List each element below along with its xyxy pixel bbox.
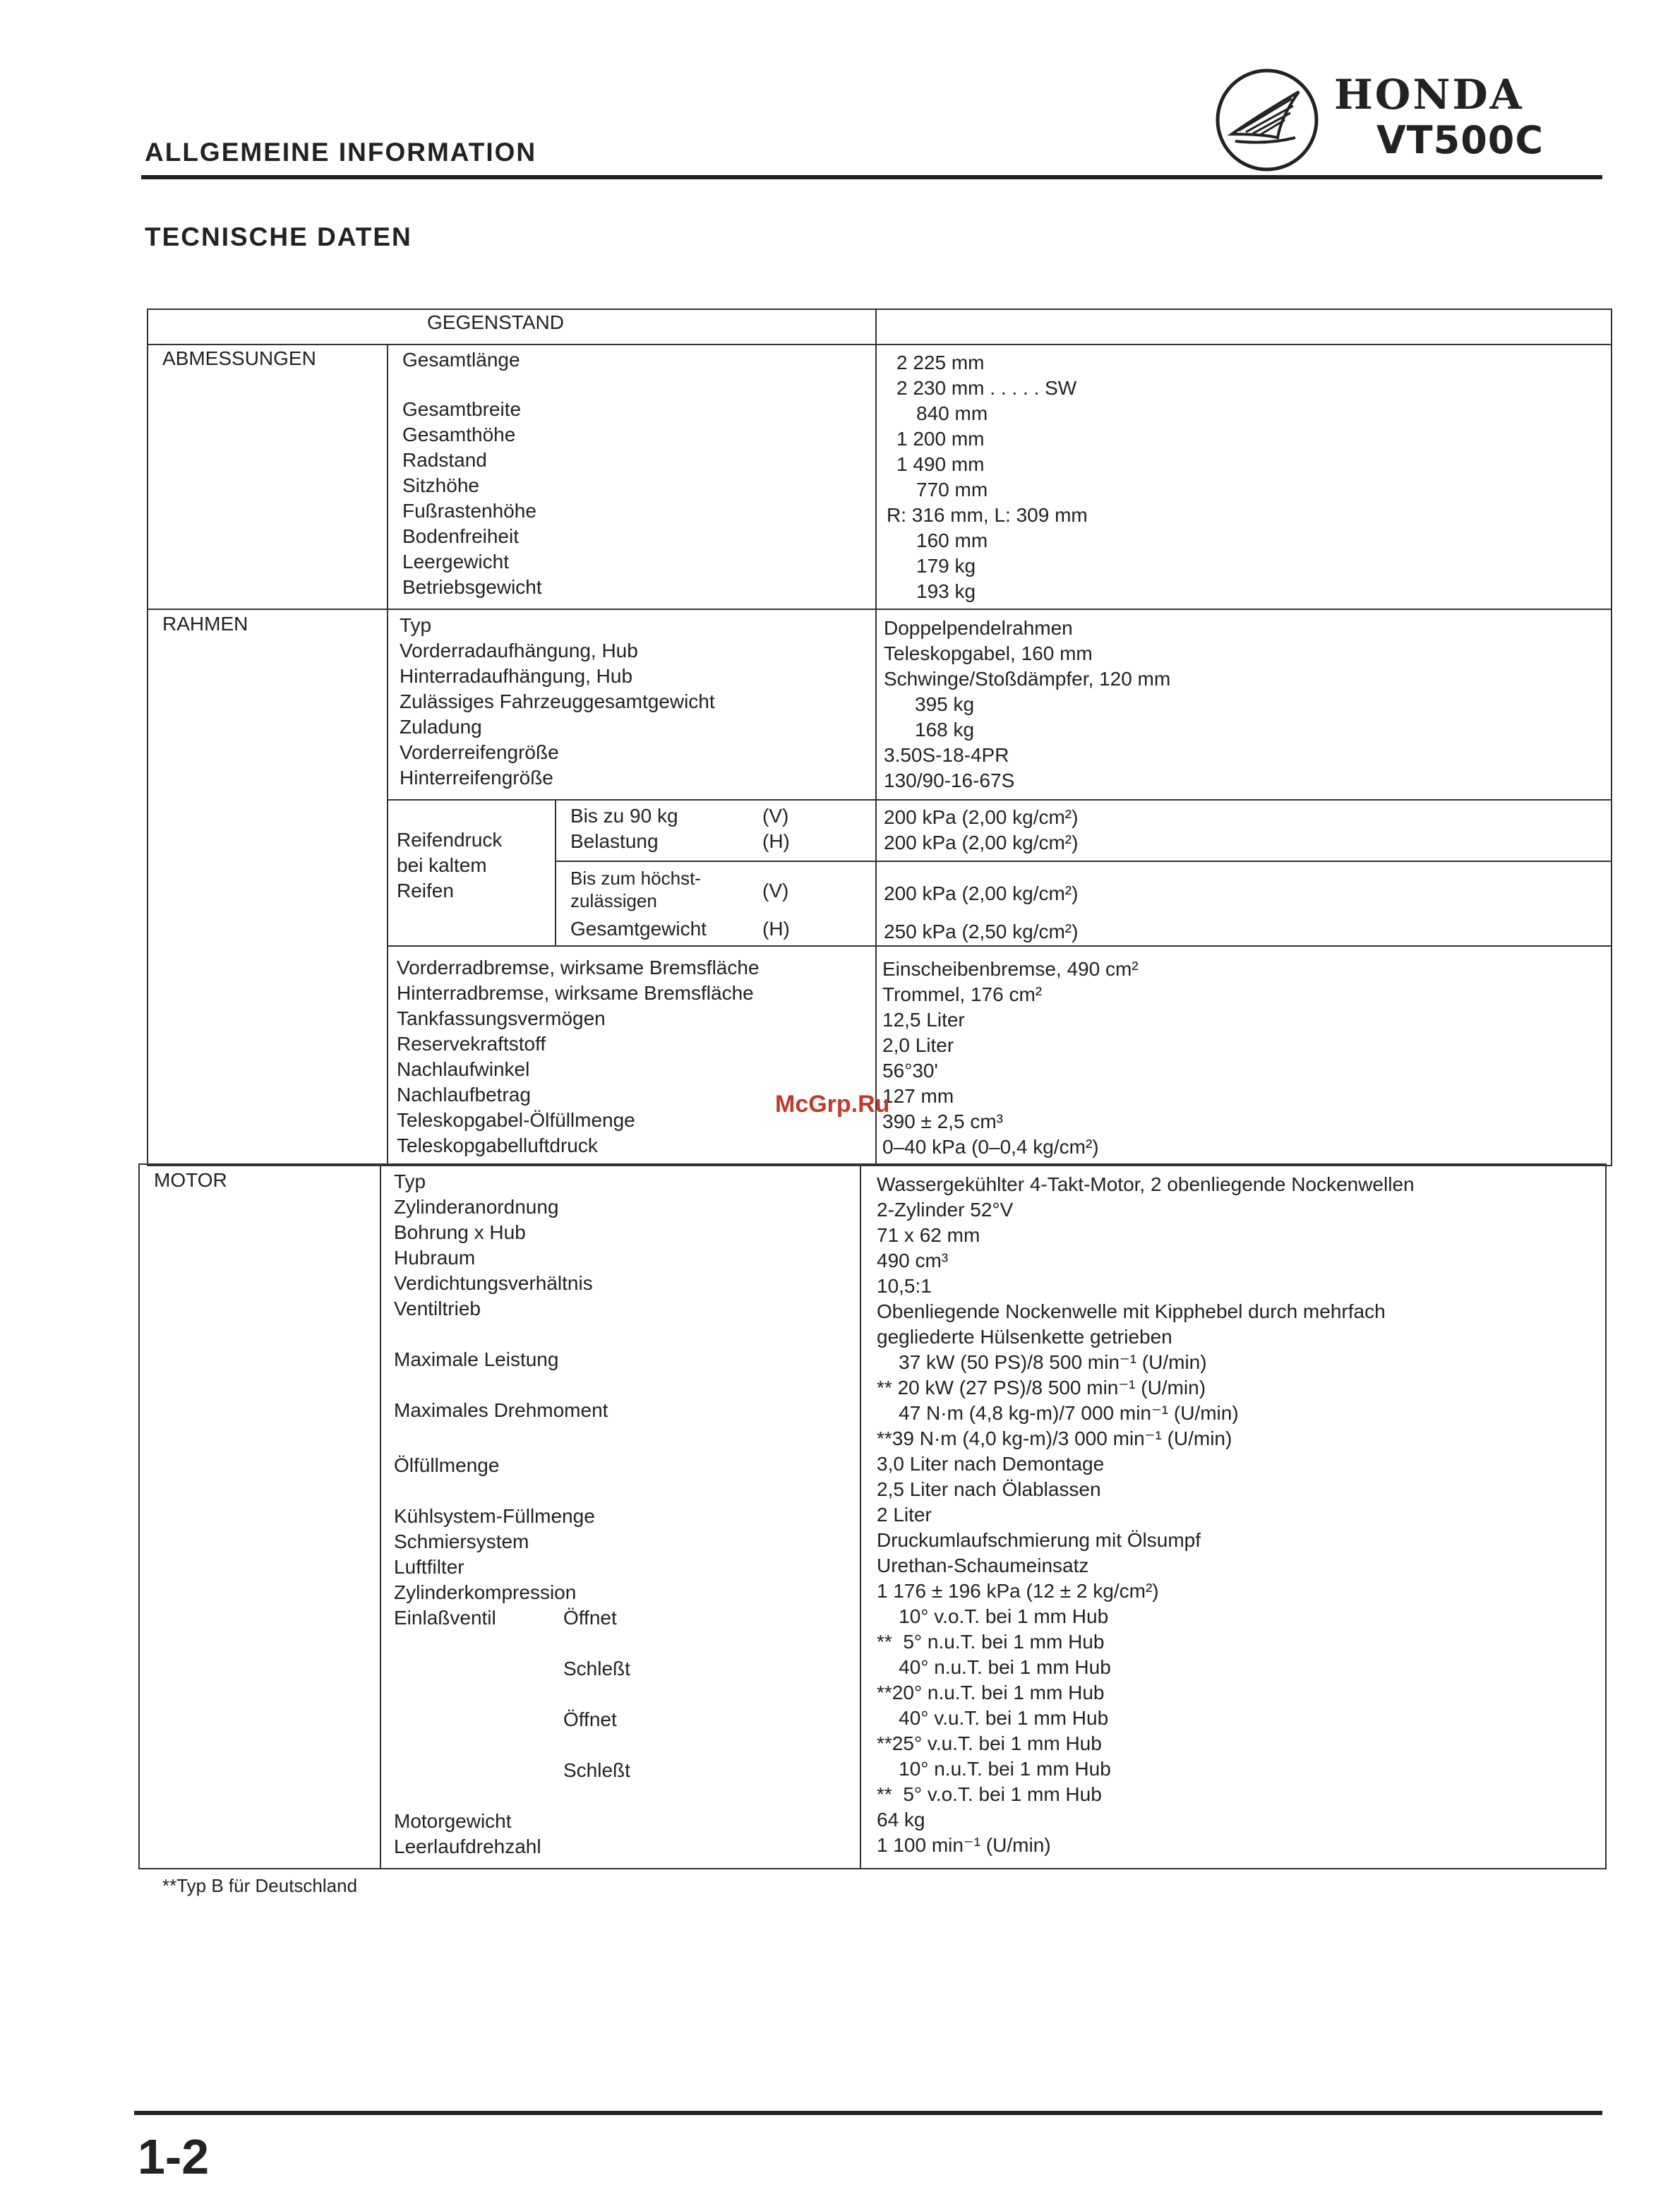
tire-h-1: (H) bbox=[762, 830, 790, 852]
tire-value-1: 200 kPa (2,00 kg/cm²) bbox=[884, 806, 1079, 828]
value: 168 kg bbox=[915, 719, 975, 741]
list-item: Gesamtbreite bbox=[402, 398, 522, 420]
category-rahmen: RAHMEN bbox=[162, 613, 248, 635]
list-item: Leergewicht bbox=[402, 551, 509, 573]
watermark: McGrp.Ru bbox=[775, 1091, 890, 1118]
value: 2 225 mm bbox=[896, 352, 985, 373]
list-item: Vorderreifengröße bbox=[400, 741, 559, 763]
value: **39 N·m (4,0 kg-m)/3 000 min⁻¹ (U/min) bbox=[877, 1427, 1232, 1449]
list-item: Typ bbox=[394, 1170, 426, 1192]
list-item: Hinterradbremse, wirksame Bremsfläche bbox=[397, 982, 754, 1004]
value: Einscheibenbremse, 490 cm² bbox=[882, 958, 1139, 980]
value: 10° n.u.T. bei 1 mm Hub bbox=[877, 1758, 1111, 1780]
value: 193 kg bbox=[916, 580, 976, 602]
value: 2 230 mm . . . . . SW bbox=[896, 377, 1077, 399]
value: 10° v.o.T. bei 1 mm Hub bbox=[877, 1605, 1109, 1627]
value: 12,5 Liter bbox=[882, 1009, 965, 1031]
tire-value-3: 200 kPa (2,00 kg/cm²) bbox=[884, 882, 1079, 904]
value: 2-Zylinder 52°V bbox=[877, 1199, 1014, 1221]
value: Trommel, 176 cm² bbox=[882, 983, 1043, 1005]
tire-v-2: (V) bbox=[762, 880, 789, 902]
list-item: Hinterreifengröße bbox=[400, 767, 553, 789]
value: 2,0 Liter bbox=[882, 1034, 954, 1056]
tire-row-b1: Bis zum höchst- bbox=[570, 868, 701, 889]
value: 1 176 ± 196 kPa (12 ± 2 kg/cm²) bbox=[877, 1580, 1159, 1602]
tire-row-a1: Bis zu 90 kg bbox=[570, 805, 678, 827]
list-item: Betriebsgewicht bbox=[402, 576, 542, 598]
value: 56°30' bbox=[882, 1060, 938, 1082]
list-item: Typ bbox=[400, 614, 432, 636]
value: 37 kW (50 PS)/8 500 min⁻¹ (U/min) bbox=[877, 1351, 1207, 1373]
list-item: Vorderradbremse, wirksame Bremsfläche bbox=[397, 957, 760, 978]
value: Doppelpendelrahmen bbox=[884, 617, 1073, 639]
list-item: Luftfilter bbox=[394, 1556, 464, 1578]
spec-table-top bbox=[147, 309, 1612, 1166]
value: 127 mm bbox=[882, 1085, 954, 1107]
tire-label-1: Reifendruck bbox=[397, 829, 503, 851]
tire-row-b2: zulässigen bbox=[570, 890, 657, 911]
value: 1 100 min⁻¹ (U/min) bbox=[877, 1834, 1051, 1856]
list-item: Bohrung x Hub bbox=[394, 1221, 526, 1243]
list-item: Maximale Leistung bbox=[394, 1348, 559, 1370]
value: ** 5° n.u.T. bei 1 mm Hub bbox=[877, 1631, 1105, 1653]
list-item: Ölfüllmenge bbox=[394, 1454, 500, 1476]
value: 3.50S-18-4PR bbox=[884, 744, 1009, 766]
list-item: Teleskopgabelluftdruck bbox=[397, 1134, 598, 1156]
value: 840 mm bbox=[916, 402, 988, 424]
value: 1 200 mm bbox=[896, 428, 985, 450]
table-header: GEGENSTAND bbox=[427, 311, 564, 333]
tire-v-1: (V) bbox=[762, 805, 789, 827]
list-item: Hubraum bbox=[394, 1247, 476, 1269]
value: ** 20 kW (27 PS)/8 500 min⁻¹ (U/min) bbox=[877, 1377, 1206, 1399]
value: **25° v.u.T. bei 1 mm Hub bbox=[877, 1732, 1102, 1754]
header-rule bbox=[141, 175, 1602, 179]
value: Wassergekühlter 4-Takt-Motor, 2 obenliegende Nockenwellen bbox=[877, 1173, 1415, 1195]
list-item: Gesamtlänge bbox=[402, 349, 520, 371]
list-item: Vorderradaufhängung, Hub bbox=[400, 640, 638, 661]
value: 160 mm bbox=[916, 529, 988, 551]
category-abmessungen: ABMESSUNGEN bbox=[162, 347, 316, 369]
list-item: Öffnet bbox=[563, 1607, 617, 1629]
category-motor: MOTOR bbox=[154, 1169, 227, 1191]
list-item: Kühlsystem-Füllmenge bbox=[394, 1505, 595, 1527]
list-item: Radstand bbox=[402, 449, 487, 471]
tire-h-2: (H) bbox=[762, 918, 790, 940]
list-item: Bodenfreiheit bbox=[402, 525, 520, 547]
list-item: Schmiersystem bbox=[394, 1531, 529, 1552]
value: 40° v.u.T. bei 1 mm Hub bbox=[877, 1707, 1109, 1729]
value: 40° n.u.T. bei 1 mm Hub bbox=[877, 1656, 1111, 1678]
list-item: Zylinderanordnung bbox=[394, 1196, 559, 1218]
list-item: Öffnet bbox=[563, 1708, 617, 1730]
value: **20° n.u.T. bei 1 mm Hub bbox=[877, 1682, 1105, 1703]
list-item: Schleßt bbox=[563, 1759, 630, 1781]
list-item: Motorgewicht bbox=[394, 1810, 512, 1832]
value: 770 mm bbox=[916, 479, 988, 501]
section-title: ALLGEMEINE INFORMATION bbox=[145, 138, 537, 167]
footnote: **Typ B für Deutschland bbox=[162, 1875, 358, 1896]
value: 2,5 Liter nach Ölablassen bbox=[877, 1478, 1101, 1500]
list-item: Zylinderkompression bbox=[394, 1581, 577, 1603]
value: Druckumlaufschmierung mit Ölsumpf bbox=[877, 1529, 1201, 1551]
value: 1 490 mm bbox=[896, 453, 985, 475]
value: 47 N·m (4,8 kg-m)/7 000 min⁻¹ (U/min) bbox=[877, 1402, 1239, 1424]
list-item: Verdichtungsverhältnis bbox=[394, 1272, 593, 1294]
list-item: Maximales Drehmoment bbox=[394, 1399, 608, 1421]
value: 490 cm³ bbox=[877, 1250, 949, 1271]
footer-rule bbox=[134, 2111, 1602, 2115]
brand-name: HONDA bbox=[1334, 71, 1524, 119]
value: ** 5° v.o.T. bei 1 mm Hub bbox=[877, 1783, 1102, 1805]
tire-row-b3: Gesamtgewicht bbox=[570, 918, 707, 940]
tire-label-3: Reifen bbox=[397, 880, 454, 902]
tire-value-4: 250 kPa (2,50 kg/cm²) bbox=[884, 921, 1079, 942]
spec-table-motor bbox=[138, 1163, 1607, 1869]
model-name: VT500C bbox=[1376, 118, 1544, 162]
value: 3,0 Liter nach Demontage bbox=[877, 1453, 1105, 1475]
value: 390 ± 2,5 cm³ bbox=[882, 1110, 1003, 1132]
value: Urethan-Schaumeinsatz bbox=[877, 1555, 1089, 1576]
value: R: 316 mm, L: 309 mm bbox=[887, 504, 1088, 526]
list-item: Zulässiges Fahrzeuggesamtgewicht bbox=[400, 690, 715, 712]
tire-value-2: 200 kPa (2,00 kg/cm²) bbox=[884, 832, 1079, 854]
list-item: Nachlaufbetrag bbox=[397, 1084, 531, 1106]
list-item: Leerlaufdrehzahl bbox=[394, 1835, 541, 1857]
value: 0–40 kPa (0–0,4 kg/cm²) bbox=[882, 1136, 1099, 1158]
honda-wing-icon bbox=[1214, 67, 1320, 173]
tire-label-2: bei kaltem bbox=[397, 854, 487, 876]
sub-title: TECNISCHE DATEN bbox=[145, 222, 412, 251]
value: 2 Liter bbox=[877, 1504, 932, 1526]
value: 64 kg bbox=[877, 1809, 925, 1831]
list-item: Zuladung bbox=[400, 716, 482, 738]
list-item: Tankfassungsvermögen bbox=[397, 1007, 606, 1029]
value: 10,5:1 bbox=[877, 1275, 932, 1297]
list-item: Nachlaufwinkel bbox=[397, 1058, 530, 1080]
value: Schwinge/Stoßdämpfer, 120 mm bbox=[884, 668, 1171, 690]
list-item: Ventiltrieb bbox=[394, 1298, 481, 1319]
page-number: 1-2 bbox=[138, 2129, 210, 2184]
list-item: Teleskopgabel-Ölfüllmenge bbox=[397, 1109, 635, 1131]
list-item: Schleßt bbox=[563, 1658, 630, 1679]
list-item: Fußrastenhöhe bbox=[402, 500, 536, 522]
value: Obenliegende Nockenwelle mit Kipphebel durch mehrfach bbox=[877, 1300, 1386, 1322]
value: 395 kg bbox=[915, 693, 975, 715]
value: Teleskopgabel, 160 mm bbox=[884, 642, 1093, 664]
list-item: Gesamthöhe bbox=[402, 424, 516, 445]
list-item: Reservekraftstoff bbox=[397, 1033, 546, 1055]
honda-logo bbox=[1214, 67, 1595, 173]
list-item: Sitzhöhe bbox=[402, 474, 479, 496]
value: 71 x 62 mm bbox=[877, 1224, 980, 1246]
value: gegliederte Hülsenkette getrieben bbox=[877, 1326, 1172, 1348]
list-item: Hinterradaufhängung, Hub bbox=[400, 665, 633, 687]
value: 130/90-16-67S bbox=[884, 769, 1015, 791]
tire-row-a2: Belastung bbox=[570, 830, 659, 852]
list-item: Einlaßventil bbox=[394, 1607, 496, 1629]
value: 179 kg bbox=[916, 555, 976, 577]
